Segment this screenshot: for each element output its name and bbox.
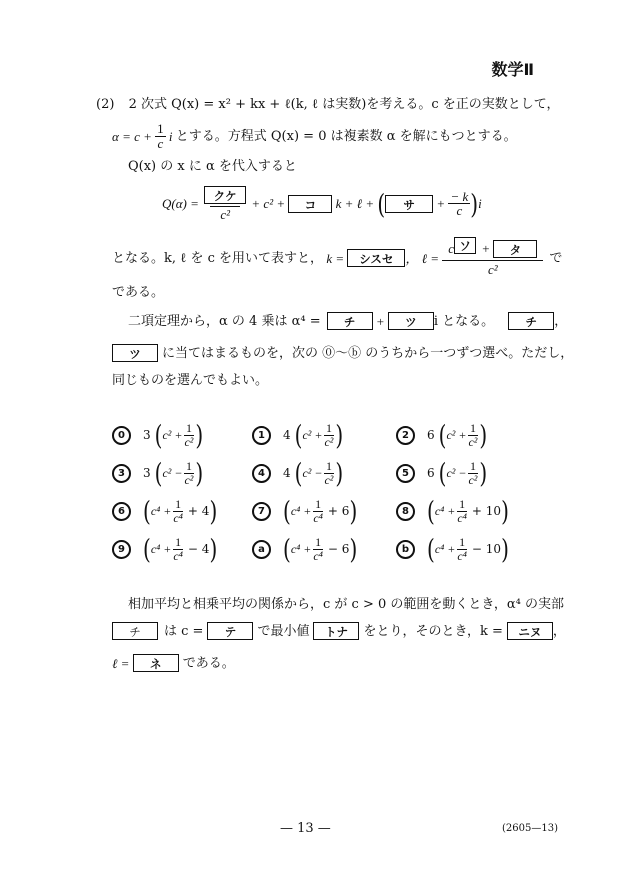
option-9[interactable]: 9 ( c⁴ + $\frac{1}{\text{c⁴}}$ − 4 ) bbox=[112, 536, 217, 562]
option-base: c⁴ + bbox=[434, 541, 456, 556]
option-base: c² + bbox=[446, 427, 467, 442]
option-base: c² − bbox=[302, 465, 323, 480]
answer-box-chi[interactable]: チ bbox=[327, 312, 373, 330]
option-fraction: $\frac{1}{\text{c²}}$ bbox=[184, 421, 194, 449]
option-tail: + 10 bbox=[471, 504, 502, 519]
option-fraction: $\frac{1}{\text{c⁴}}$ bbox=[173, 497, 183, 525]
option-base: c² + bbox=[162, 427, 183, 442]
answer-box-tsu-ref[interactable]: ツ bbox=[112, 344, 158, 362]
option-fraction: $\frac{1}{\text{c⁴}}$ bbox=[313, 535, 323, 563]
option-tail: − 6 bbox=[327, 542, 350, 557]
option-coef: 6 bbox=[427, 466, 435, 481]
option-5[interactable]: 5 6 ( c² − $\frac{1}{\text{c²}}$ ) bbox=[396, 460, 487, 486]
option-tail: + 4 bbox=[187, 504, 210, 519]
option-coef: 6 bbox=[427, 428, 435, 443]
option-mark-4: 4 bbox=[252, 464, 271, 483]
fraction-k-over-c: $\frac{- k}{c}$ bbox=[450, 188, 469, 219]
problem-line-5-suffix: で bbox=[549, 250, 563, 266]
option-2[interactable]: 2 6 ( c² + $\frac{1}{\text{c²}}$ ) bbox=[396, 422, 487, 448]
option-fraction: $\frac{1}{\text{c²}}$ bbox=[184, 459, 194, 487]
option-4[interactable]: 4 4 ( c² − $\frac{1}{\text{c²}}$ ) bbox=[252, 460, 343, 486]
option-mark-6: 6 bbox=[112, 502, 131, 521]
answer-box-chi-ref2[interactable]: チ bbox=[112, 622, 158, 640]
option-6[interactable]: 6 ( c⁴ + $\frac{1}{\text{c⁴}}$ + 4 ) bbox=[112, 498, 217, 524]
option-coef: 3 bbox=[143, 466, 151, 481]
option-base: c⁴ + bbox=[150, 541, 172, 556]
option-fraction: $\frac{1}{\text{c²}}$ bbox=[324, 421, 334, 449]
option-fraction: $\frac{1}{\text{c⁴}}$ bbox=[457, 535, 467, 563]
option-7[interactable]: 7 ( c⁴ + $\frac{1}{\text{c⁴}}$ + 6 ) bbox=[252, 498, 357, 524]
problem-line-11: チ は c = テ で最小値 トナ をとり，そのとき，k = ニヌ ， bbox=[112, 622, 566, 640]
option-mark-b: b bbox=[396, 540, 415, 559]
option-base: c⁴ + bbox=[434, 503, 456, 518]
alpha-def: α = c + bbox=[112, 128, 156, 144]
option-base: c² − bbox=[162, 465, 183, 480]
page-number: — 13 — bbox=[280, 821, 331, 836]
option-base: c² − bbox=[446, 465, 467, 480]
option-tail: − 10 bbox=[471, 542, 502, 557]
option-8[interactable]: 8 ( c⁴ + $\frac{1}{\text{c⁴}}$ + 10 ) bbox=[396, 498, 509, 524]
option-base: c² + bbox=[302, 427, 323, 442]
problem-line-11-b: で最小値 bbox=[257, 623, 310, 639]
answer-box-sa[interactable]: サ bbox=[385, 195, 433, 213]
option-base: c⁴ + bbox=[290, 503, 312, 518]
option-mark-8: 8 bbox=[396, 502, 415, 521]
fraction-1-over-c: $\frac{1}{c}$ bbox=[157, 121, 164, 151]
problem-line-5: となる。k, ℓ を c を用いて表すと， k = シスセ ， ℓ = c ソ + タ c² で bbox=[112, 238, 563, 277]
answer-box-so[interactable]: ソ bbox=[454, 237, 476, 254]
option-a[interactable]: a ( c⁴ + $\frac{1}{\text{c⁴}}$ − 6 ) bbox=[252, 536, 357, 562]
kuke-fraction: $\frac{\text{クケ}}{\text{c²}}$ bbox=[202, 186, 248, 222]
problem-line-5-text: となる。k, ℓ を c を用いて表すと， bbox=[112, 250, 324, 266]
option-fraction: $\frac{1}{\text{c²}}$ bbox=[468, 421, 478, 449]
problem-line-12-text: である。 bbox=[182, 655, 235, 671]
problem-line-8 bbox=[112, 344, 573, 362]
subject-title: 数学Ⅱ bbox=[491, 60, 534, 79]
option-mark-0: 0 bbox=[112, 426, 131, 445]
problem-line-7: 二項定理から，α の 4 乗は α⁴ = チ + ツ i となる。 チ ， bbox=[128, 313, 568, 329]
option-base: c⁴ + bbox=[150, 503, 172, 518]
answer-box-shisuse[interactable]: シスセ bbox=[347, 249, 405, 267]
option-mark-2: 2 bbox=[396, 426, 415, 445]
problem-line-8-text: に当てはまるものを，次の ⓪～ⓑ のうちから一つずつ選べ。ただし， bbox=[162, 345, 574, 361]
problem-statement: 2 次式 Q(x) = x² + kx + ℓ(k, ℓ は実数)を考える。c を正の実数として， bbox=[128, 97, 560, 112]
problem-line-10: 相加平均と相乗平均の関係から，c が c > 0 の範囲を動くとき，α⁴ の実部 bbox=[128, 597, 564, 612]
problem-line-7-text: 二項定理から，α の 4 乗は α⁴ = bbox=[128, 313, 321, 329]
option-b[interactable]: b ( c⁴ + $\frac{1}{\text{c⁴}}$ − 10 ) bbox=[396, 536, 509, 562]
answer-box-tsu[interactable]: ツ bbox=[388, 312, 434, 330]
option-mark-a: a bbox=[252, 540, 271, 559]
option-0[interactable]: 0 3 ( c² + $\frac{1}{\text{c²}}$ ) bbox=[112, 422, 203, 448]
option-base: c⁴ + bbox=[290, 541, 312, 556]
option-tail: + 6 bbox=[327, 504, 350, 519]
problem-number: (2) bbox=[96, 97, 115, 112]
option-fraction: $\frac{1}{\text{c⁴}}$ bbox=[313, 497, 323, 525]
option-fraction: $\frac{1}{\text{c²}}$ bbox=[324, 459, 334, 487]
ell-fraction: c ソ + タ c² bbox=[442, 240, 543, 277]
option-mark-3: 3 bbox=[112, 464, 131, 483]
option-mark-5: 5 bbox=[396, 464, 415, 483]
problem-line-7-mid: i となる。 bbox=[433, 313, 495, 329]
option-3[interactable]: 3 3 ( c² − $\frac{1}{\text{c²}}$ ) bbox=[112, 460, 203, 486]
problem-line-12: ℓ = ネ である。 bbox=[112, 655, 235, 671]
problem-line-6: である。 bbox=[112, 285, 165, 300]
answer-box-ta[interactable]: タ bbox=[493, 240, 537, 258]
problem-line-1 bbox=[96, 98, 559, 111]
option-mark-7: 7 bbox=[252, 502, 271, 521]
answer-box-tona[interactable]: トナ bbox=[313, 622, 359, 640]
problem-line-2: α = c + $\frac{1}{c}$ i とする。方程式 Q(x) = 0 は複素数 α を解にもつとする。 bbox=[112, 121, 517, 151]
option-coef: 3 bbox=[143, 428, 151, 443]
answer-box-ninu[interactable]: ニヌ bbox=[507, 622, 553, 640]
option-coef: 4 bbox=[283, 428, 291, 443]
answer-box-chi-ref[interactable]: チ bbox=[508, 312, 554, 330]
q-alpha-equation: Q(α) = $\frac{\text{クケ}}{\text{c²}}$ + c² + コ k + ℓ + ( サ + $\frac{- k}{c}$ ) i bbox=[162, 187, 482, 222]
problem-line-3: Q(x) の x に α を代入すると bbox=[128, 159, 297, 174]
problem-line-11-c: をとり，そのとき，k = bbox=[363, 623, 503, 639]
problem-line-9: 同じものを選んでもよい。 bbox=[112, 373, 269, 388]
page-code: (2605—13) bbox=[502, 823, 558, 834]
answer-box-te[interactable]: テ bbox=[207, 622, 253, 640]
option-tail: − 4 bbox=[187, 542, 210, 557]
problem-line-11-a: は c = bbox=[164, 623, 204, 639]
answer-box-kuke[interactable]: クケ bbox=[204, 186, 246, 204]
option-mark-9: 9 bbox=[112, 540, 131, 559]
option-mark-1: 1 bbox=[252, 426, 271, 445]
option-coef: 4 bbox=[283, 466, 291, 481]
option-fraction: $\frac{1}{\text{c⁴}}$ bbox=[173, 535, 183, 563]
option-fraction: $\frac{1}{\text{c⁴}}$ bbox=[457, 497, 467, 525]
option-1[interactable]: 1 4 ( c² + $\frac{1}{\text{c²}}$ ) bbox=[252, 422, 343, 448]
answer-box-ko[interactable]: コ bbox=[288, 195, 332, 213]
problem-line-2-text: とする。方程式 Q(x) = 0 は複素数 α を解にもつとする。 bbox=[175, 128, 517, 144]
option-fraction: $\frac{1}{\text{c²}}$ bbox=[468, 459, 478, 487]
answer-box-ne[interactable]: ネ bbox=[133, 654, 179, 672]
